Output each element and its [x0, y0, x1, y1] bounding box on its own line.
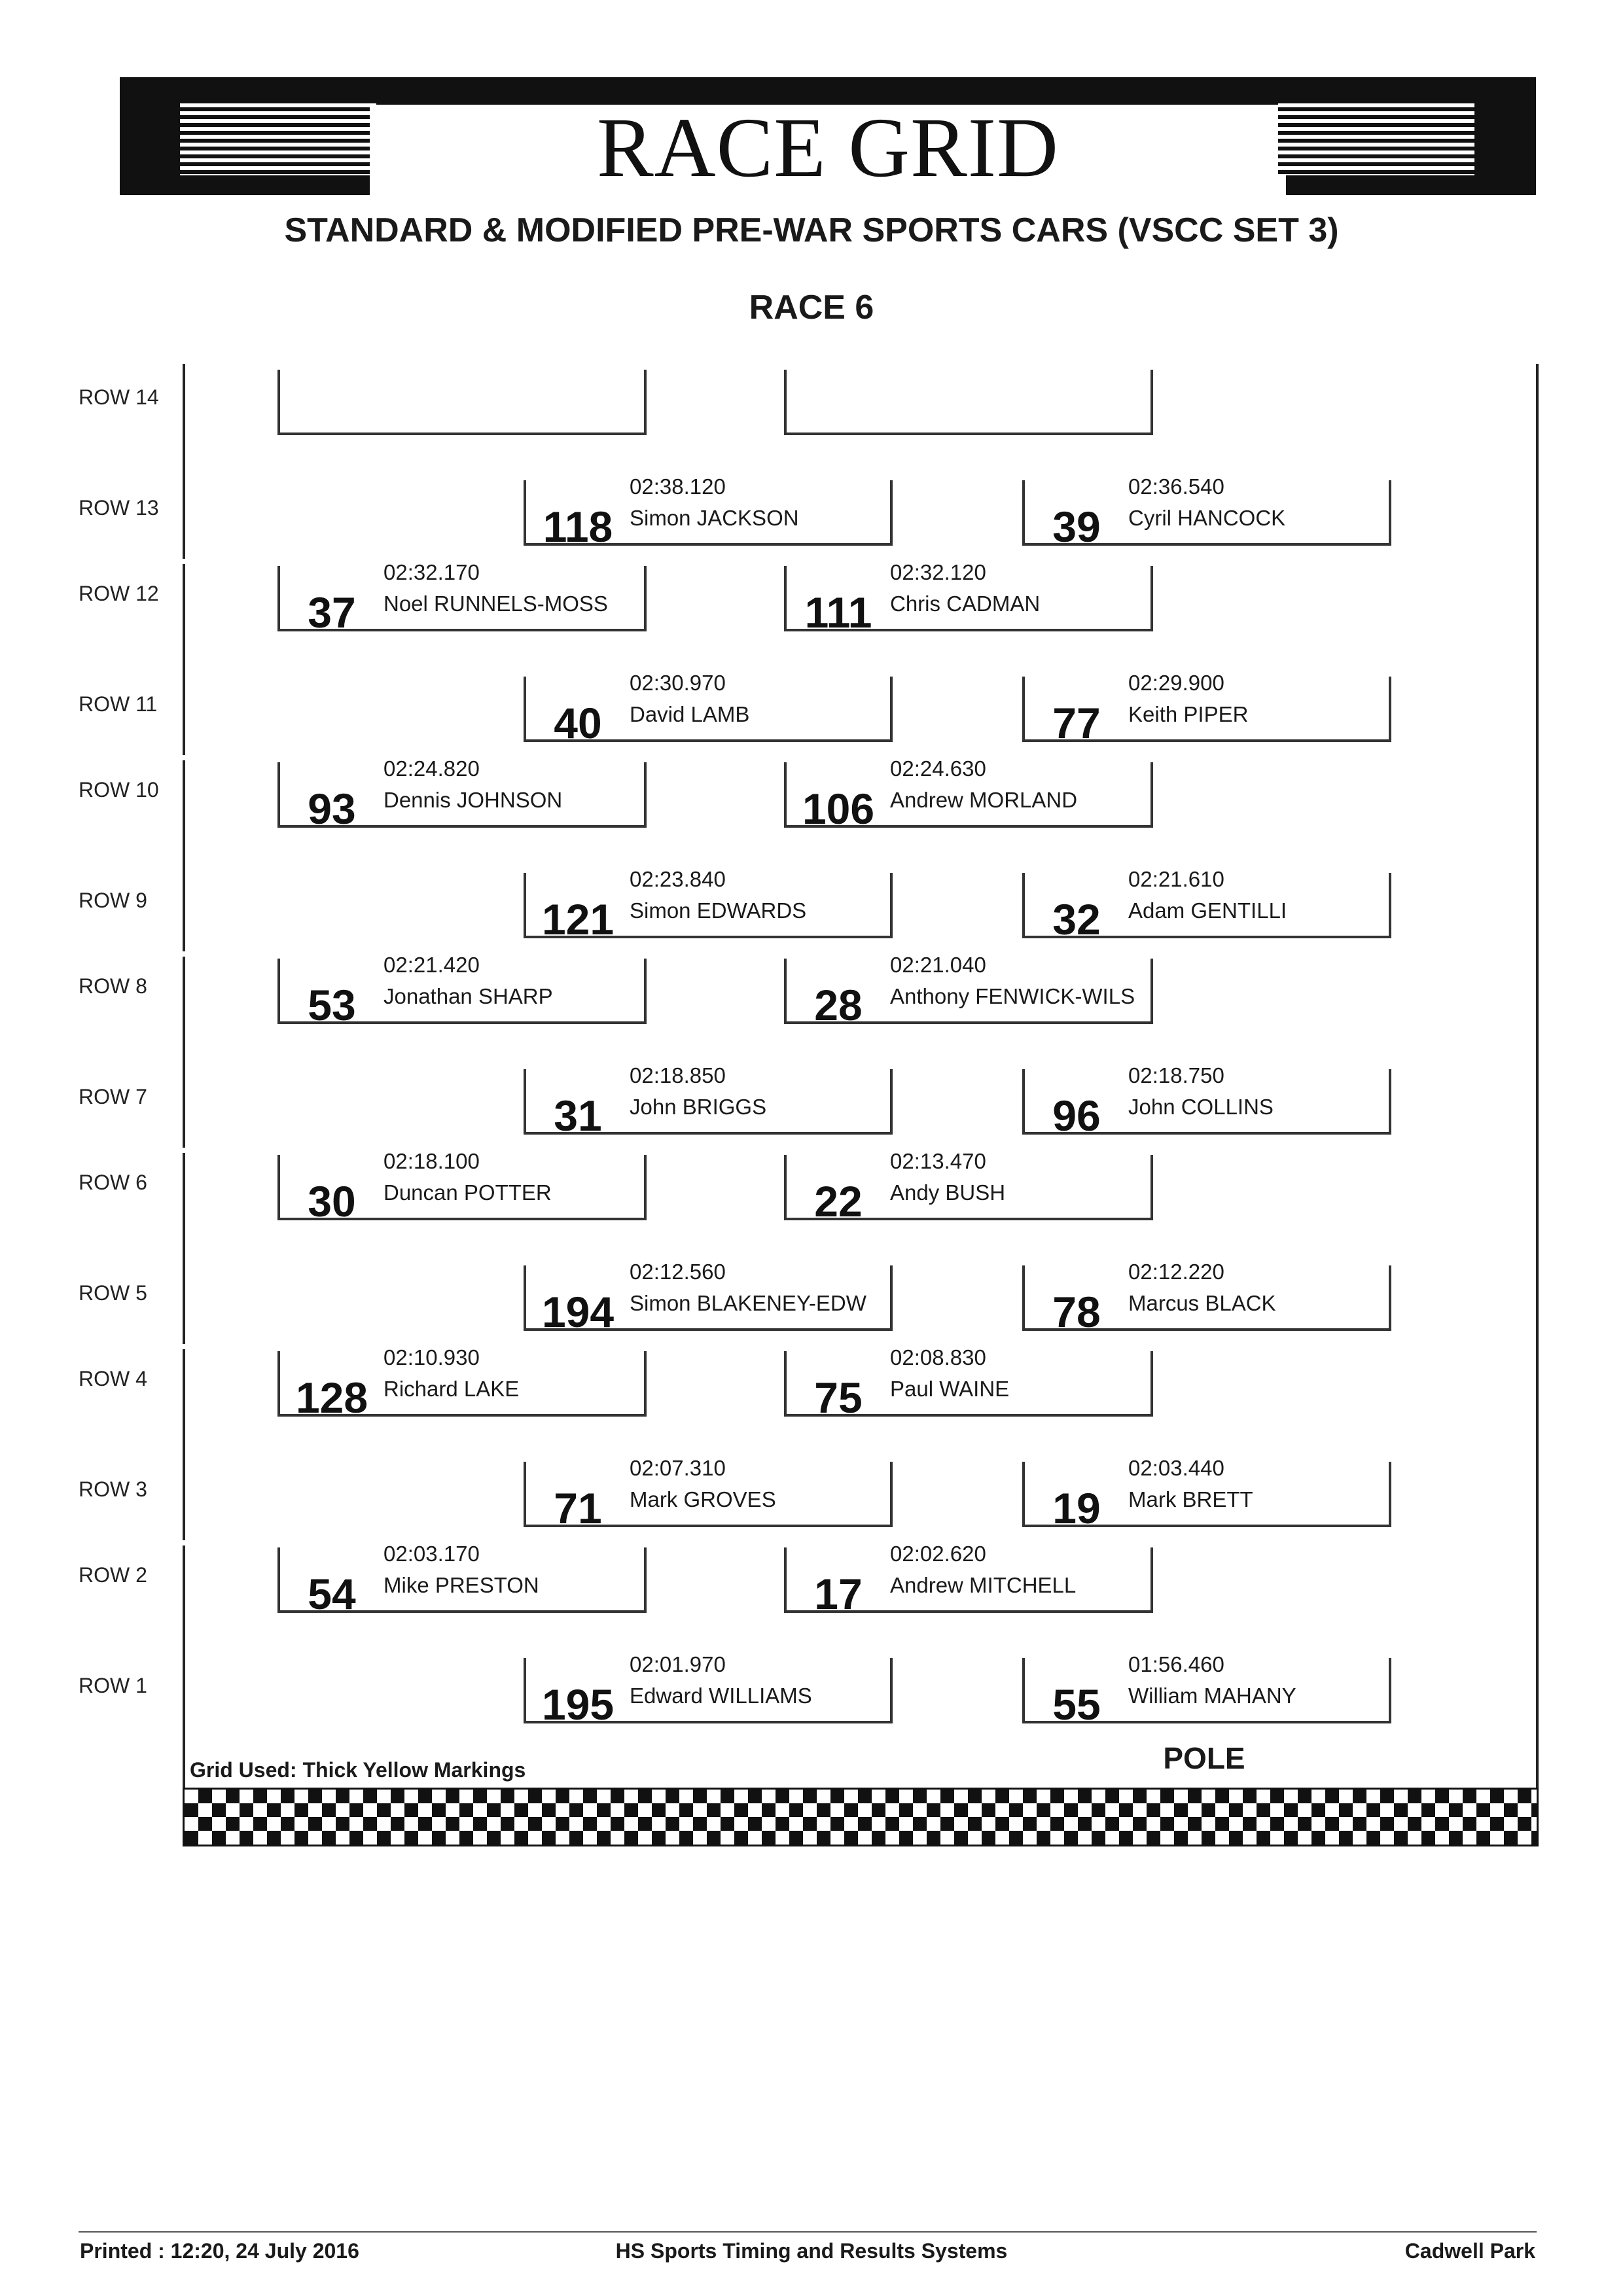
- grid-slot: [784, 370, 1153, 435]
- grid-slot: [784, 1149, 1153, 1226]
- lap-time: 02:18.850: [630, 1063, 726, 1087]
- car-number: 106: [802, 785, 875, 833]
- row-label: ROW 5: [79, 1281, 147, 1305]
- grid-right-border: [1536, 364, 1539, 1788]
- lap-time: 02:08.830: [890, 1345, 986, 1369]
- driver-name: Cyril HANCOCK: [1128, 506, 1286, 530]
- border-gap: [183, 1148, 185, 1153]
- grid-slot: [277, 756, 647, 833]
- pole-label: POLE: [1163, 1741, 1245, 1775]
- driver-name: Andrew MORLAND: [890, 788, 1078, 812]
- car-number: 28: [814, 981, 863, 1029]
- row-label: ROW 1: [79, 1674, 147, 1697]
- row-label: ROW 6: [79, 1171, 147, 1194]
- car-number: 55: [1052, 1680, 1101, 1729]
- driver-name: Keith PIPER: [1128, 702, 1249, 726]
- row-label: ROW 11: [79, 692, 158, 716]
- driver-name: David LAMB: [630, 702, 750, 726]
- grid-slot: [784, 756, 1153, 833]
- title-banner: [120, 77, 1536, 195]
- grid-slot: [524, 1652, 893, 1729]
- checkered-flag-band: [183, 1788, 1539, 1846]
- car-number: 53: [308, 981, 356, 1029]
- lap-time: 02:24.630: [890, 756, 986, 781]
- driver-name: Mark GROVES: [630, 1487, 776, 1511]
- row-label: ROW 13: [79, 496, 159, 520]
- car-number: 93: [308, 785, 356, 833]
- page-title: RACE GRID: [597, 101, 1059, 195]
- car-number: 195: [541, 1680, 615, 1729]
- grid-slot: [784, 953, 1153, 1029]
- grid-slot: [524, 867, 893, 944]
- row-label: ROW 2: [79, 1563, 147, 1587]
- lap-time: 02:21.040: [890, 953, 986, 977]
- border-gap: [183, 1540, 185, 1545]
- lap-time: 02:24.820: [383, 756, 480, 781]
- lap-time: 02:18.100: [383, 1149, 480, 1173]
- driver-name: Andy BUSH: [890, 1180, 1006, 1205]
- grid-slot: [1022, 474, 1391, 551]
- row-label: ROW 14: [79, 385, 159, 409]
- row-label: ROW 12: [79, 582, 159, 605]
- grid-slot: [277, 1542, 647, 1618]
- banner-stripes-right: [1278, 103, 1474, 175]
- lap-time: 02:23.840: [630, 867, 726, 891]
- car-number: 22: [814, 1177, 863, 1226]
- grid-slot: [524, 1063, 893, 1140]
- lap-time: 01:56.460: [1128, 1652, 1224, 1676]
- grid-slot: [784, 560, 1153, 637]
- border-gap: [183, 559, 185, 564]
- driver-name: Chris CADMAN: [890, 592, 1041, 616]
- row-label: ROW 3: [79, 1477, 147, 1501]
- grid-slot: [1022, 1063, 1391, 1140]
- car-number: 96: [1052, 1091, 1101, 1140]
- grid-slot: [277, 953, 647, 1029]
- grid-slot: [524, 1260, 893, 1336]
- car-number: 71: [554, 1484, 602, 1532]
- grid-slot: [277, 560, 647, 637]
- event-subtitle: STANDARD & MODIFIED PRE-WAR SPORTS CARS (VSCC SET 3): [284, 211, 1339, 249]
- car-number: 54: [308, 1570, 356, 1618]
- driver-name: Duncan POTTER: [383, 1180, 552, 1205]
- driver-name: Adam GENTILLI: [1128, 898, 1287, 923]
- car-number: 75: [814, 1373, 863, 1422]
- row-label: ROW 10: [79, 778, 159, 802]
- lap-time: 02:02.620: [890, 1542, 986, 1566]
- grid-left-border: [183, 364, 185, 1788]
- lap-time: 02:32.170: [383, 560, 480, 584]
- border-gap: [183, 951, 185, 957]
- lap-time: 02:18.750: [1128, 1063, 1224, 1087]
- lap-time: 02:07.310: [630, 1456, 726, 1480]
- driver-name: Marcus BLACK: [1128, 1291, 1276, 1315]
- lap-time: 02:12.220: [1128, 1260, 1224, 1284]
- footer-divider: [79, 2231, 1537, 2233]
- driver-name: Simon JACKSON: [630, 506, 799, 530]
- lap-time: 02:13.470: [890, 1149, 986, 1173]
- banner-stripes-left: [180, 103, 376, 175]
- venue-name: Cadwell Park: [1404, 2239, 1535, 2263]
- grid-slot: [1022, 867, 1391, 944]
- car-number: 194: [541, 1288, 615, 1336]
- lap-time: 02:30.970: [630, 671, 726, 695]
- grid-slot: [277, 1149, 647, 1226]
- car-number: 30: [308, 1177, 356, 1226]
- grid-used-note: Grid Used: Thick Yellow Markings: [190, 1758, 526, 1782]
- driver-name: William MAHANY: [1128, 1684, 1296, 1708]
- lap-time: 02:10.930: [383, 1345, 480, 1369]
- car-number: 111: [804, 588, 872, 637]
- lap-time: 02:03.170: [383, 1542, 480, 1566]
- car-number: 17: [814, 1570, 863, 1618]
- driver-name: Mark BRETT: [1128, 1487, 1253, 1511]
- row-label: ROW 4: [79, 1367, 147, 1390]
- driver-name: Simon EDWARDS: [630, 898, 807, 923]
- lap-time: 02:36.540: [1128, 474, 1224, 499]
- car-number: 118: [543, 503, 613, 551]
- driver-name: Andrew MITCHELL: [890, 1573, 1077, 1597]
- driver-name: Dennis JOHNSON: [383, 788, 563, 812]
- lap-time: 02:32.120: [890, 560, 986, 584]
- race-name: RACE 6: [749, 289, 874, 327]
- row-label: ROW 9: [79, 889, 147, 912]
- grid-slot: [524, 671, 893, 747]
- grid-slot: [784, 1345, 1153, 1422]
- driver-name: John BRIGGS: [630, 1095, 767, 1119]
- grid-slot: [1022, 1260, 1391, 1336]
- lap-time: 02:01.970: [630, 1652, 726, 1676]
- grid-slot: [1022, 1652, 1391, 1729]
- car-number: 78: [1052, 1288, 1101, 1336]
- lap-time: 02:21.420: [383, 953, 480, 977]
- driver-name: John COLLINS: [1128, 1095, 1274, 1119]
- grid-slot: [277, 370, 647, 435]
- row-label: ROW 7: [79, 1085, 147, 1108]
- lap-time: 02:29.900: [1128, 671, 1224, 695]
- car-number: 32: [1052, 895, 1101, 944]
- driver-name: Anthony FENWICK-WILS: [890, 984, 1135, 1008]
- grid-slot: [524, 1456, 893, 1532]
- lap-time: 02:03.440: [1128, 1456, 1224, 1480]
- grid-slot: [1022, 671, 1391, 747]
- car-number: 37: [308, 588, 356, 637]
- car-number: 19: [1052, 1484, 1101, 1532]
- grid-slot: [784, 1542, 1153, 1618]
- grid-slot: [1022, 1456, 1391, 1532]
- row-label: ROW 8: [79, 974, 147, 998]
- car-number: 40: [554, 699, 602, 747]
- border-gap: [183, 1344, 185, 1349]
- lap-time: 02:21.610: [1128, 867, 1224, 891]
- car-number: 121: [541, 895, 615, 944]
- driver-name: Jonathan SHARP: [383, 984, 553, 1008]
- car-number: 77: [1052, 699, 1101, 747]
- driver-name: Richard LAKE: [383, 1377, 520, 1401]
- car-number: 128: [295, 1373, 368, 1422]
- driver-name: Edward WILLIAMS: [630, 1684, 812, 1708]
- car-number: 31: [554, 1091, 602, 1140]
- lap-time: 02:38.120: [630, 474, 726, 499]
- printed-timestamp: Printed : 12:20, 24 July 2016: [80, 2239, 359, 2263]
- grid-slot: [277, 1345, 647, 1422]
- lap-time: 02:12.560: [630, 1260, 726, 1284]
- border-gap: [183, 755, 185, 760]
- car-number: 39: [1052, 503, 1101, 551]
- grid-slot: [524, 474, 893, 551]
- timing-system: HS Sports Timing and Results Systems: [615, 2239, 1008, 2263]
- driver-name: Simon BLAKENEY-EDW: [630, 1291, 866, 1315]
- driver-name: Mike PRESTON: [383, 1573, 539, 1597]
- driver-name: Paul WAINE: [890, 1377, 1010, 1401]
- driver-name: Noel RUNNELS-MOSS: [383, 592, 608, 616]
